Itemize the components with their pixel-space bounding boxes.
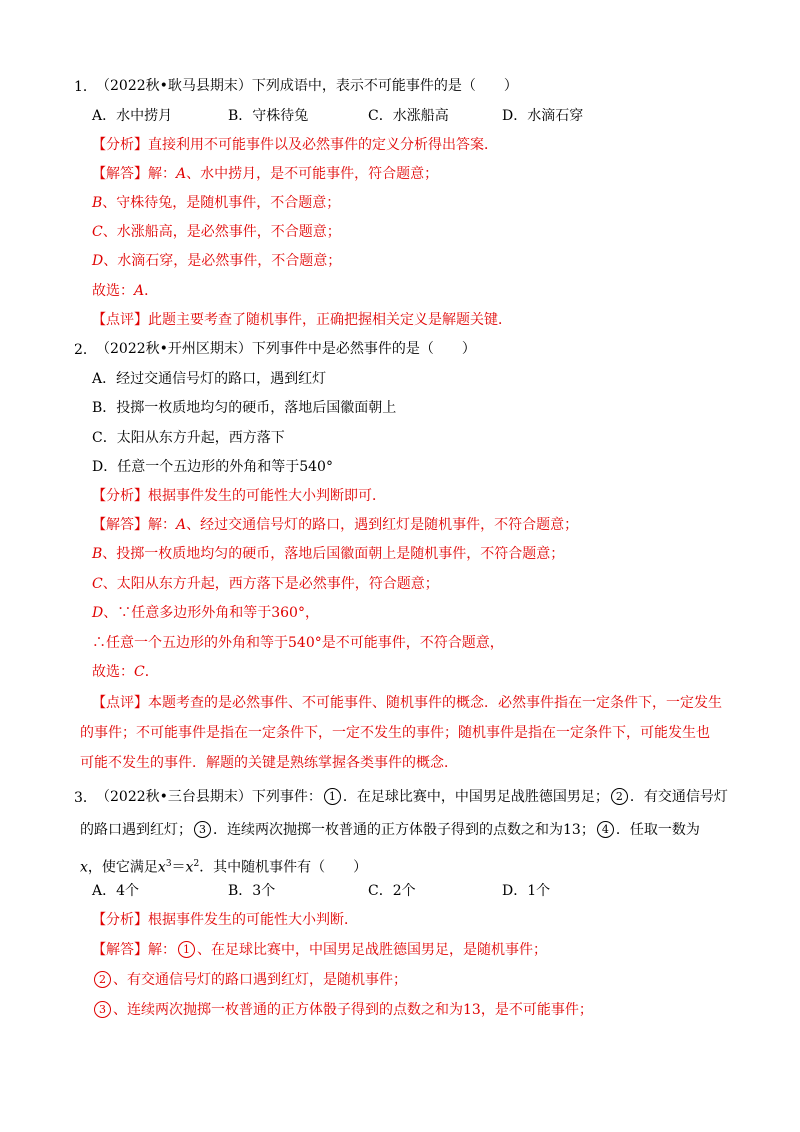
q2-stem: （2022秋•开州区期末）下列事件中是必然事件的是（ ） (96, 341, 476, 357)
q3-option-c: C．2个 (368, 883, 416, 899)
answer-text: 、水涨船高，是必然事件，不合题意； (102, 224, 341, 240)
answer-text: 、水中捞月，是不可能事件，符合题意； (186, 166, 439, 182)
q2-answer-line (92, 633, 504, 653)
q2-option-b: B．投掷一枚质地均匀的硬币，落地后国徽面朝上 (92, 400, 397, 416)
answer-text: 、∵任意多边形外角和等于360°， (103, 605, 319, 621)
variable-x: x (80, 859, 88, 876)
circled-number: 3 (94, 1001, 111, 1018)
q1-answer-line (92, 193, 340, 213)
answer-prefix: 【解答】解： (92, 942, 176, 958)
answer-text: 、守株待兔，是随机事件，不合题意； (102, 195, 341, 211)
q3-option-b: B．3个 (228, 883, 276, 899)
circled-number: 1 (178, 941, 195, 958)
q2-answer-line (92, 544, 564, 564)
q2-comment-line-2: 的事件；不可能事件是指在一定条件下，一定不发生的事件；随机事件是指在一定条件下，可能发生也 (80, 725, 710, 741)
answer-text: 、经过交通信号灯的路口，遇到红灯是随机事件，不符合题意； (186, 517, 579, 533)
q2-comment-line-3: 可能不发生的事件．解题的关键是熟练掌握各类事件的概念． (80, 755, 458, 771)
q1-number: 1． (74, 79, 97, 95)
q3-answer-line (92, 940, 547, 960)
q3-stem-line-1 (96, 787, 728, 807)
q3-option-a: A．4个 (92, 883, 140, 899)
q2-answer-line (92, 574, 439, 594)
option-letter: D (92, 605, 104, 621)
stem-text: （2022秋•三台县期末）下列事件： (96, 789, 322, 805)
q2-answer-line (92, 515, 578, 535)
q3-stem-line-2 (80, 820, 700, 840)
q1-option-c: C．水涨船高 (368, 108, 449, 124)
q2-analysis: 【分析】根据事件发生的可能性大小判断即可． (92, 488, 386, 504)
answer-text: ． (144, 283, 159, 299)
q1-option-d: D．水滴石穿 (502, 108, 584, 124)
answer-text: 、太阳从东方升起，西方落下是必然事件，符合题意； (102, 576, 439, 592)
answer-prefix: 【解答】解： (92, 166, 176, 182)
circled-number: 2 (94, 971, 111, 988)
q1-answer-line (92, 164, 438, 184)
option-letter: B (92, 195, 103, 211)
q1-option-a: A．水中捞月 (92, 108, 173, 124)
q3-analysis: 【分析】根据事件发生的可能性大小判断． (92, 912, 358, 928)
q3-answer-line (92, 970, 407, 990)
q3-answer-line (92, 1000, 593, 1020)
q2-comment-line-1: 【点评】本题考查的是必然事件、不可能事件、随机事件的概念．必然事件指在一定条件下，一定发生 (92, 695, 722, 711)
answer-text: 、在足球比赛中，中国男足战胜德国男足，是随机事件； (197, 942, 547, 958)
option-letter: C (134, 664, 145, 680)
stem-text: ．有交通信号灯 (629, 789, 728, 805)
option-letter: C (92, 576, 103, 592)
q1-comment: 【点评】此题主要考查了随机事件，正确把握相关定义是解题关键． (92, 312, 512, 328)
answer-text: ∴任意一个五边形的外角和等于540°是不可能事件，不符合题意， (92, 635, 504, 651)
circled-number: 3 (194, 821, 211, 838)
circled-number: 2 (611, 788, 628, 805)
q1-option-b: B．守株待兔 (228, 108, 309, 124)
q3-number: 3． (74, 790, 97, 806)
equals-sign: ＝ (171, 859, 186, 876)
exponent: 2 (193, 859, 200, 869)
q2-answer-line (92, 662, 159, 682)
q2-option-a: A．经过交通信号灯的路口，遇到红灯 (92, 371, 327, 387)
q2-number: 2． (74, 342, 97, 358)
answer-prefix: 【解答】解： (92, 517, 176, 533)
option-letter: B (92, 546, 103, 562)
circled-number: 4 (597, 821, 614, 838)
q3-stem-line-3 (80, 854, 367, 878)
q2-option-c: C．太阳从东方升起，西方落下 (92, 430, 285, 446)
answer-text: 、连续两次抛掷一枚普通的正方体骰子得到的点数之和为13，是不可能事件； (113, 1002, 593, 1018)
stem-text: ．在足球比赛中，中国男足战胜德国男足； (342, 789, 609, 805)
variable-x: x (185, 859, 194, 876)
option-letter: A (134, 283, 145, 299)
stem-text: ，使它满足 (87, 859, 158, 876)
stem-text: 的路口遇到红灯； (80, 822, 192, 838)
answer-prefix: 故选： (92, 283, 134, 299)
option-letter: D (92, 253, 104, 269)
answer-text: 、有交通信号灯的路口遇到红灯，是随机事件； (113, 972, 407, 988)
stem-text: ．连续两次抛掷一枚普通的正方体骰子得到的点数之和为13； (213, 822, 595, 838)
answer-text: 、水滴石穿，是必然事件，不合题意； (103, 253, 342, 269)
stem-text: ．任取一数为 (615, 822, 700, 838)
answer-text: ． (144, 664, 159, 680)
q2-answer-line (92, 603, 319, 623)
circled-number: 1 (324, 788, 341, 805)
q1-answer-line (92, 251, 341, 271)
exponent: 3 (165, 859, 172, 869)
stem-text: ．其中随机事件有（ ） (199, 859, 368, 876)
option-letter: C (92, 224, 103, 240)
q3-option-d: D．1个 (502, 883, 551, 899)
variable-x: x (157, 859, 166, 876)
answer-prefix: 故选： (92, 664, 134, 680)
q1-answer-line (92, 281, 158, 301)
option-letter: A (176, 166, 187, 182)
q1-analysis: 【分析】直接利用不可能事件以及必然事件的定义分析得出答案． (92, 137, 498, 153)
option-letter: A (176, 517, 187, 533)
answer-text: 、投掷一枚质地均匀的硬币，落地后国徽面朝上是随机事件，不符合题意； (102, 546, 565, 562)
q1-stem: （2022秋•耿马县期末）下列成语中，表示不可能事件的是（ ） (96, 78, 518, 94)
q1-answer-line (92, 222, 341, 242)
q2-option-d: D．任意一个五边形的外角和等于540° (92, 459, 333, 475)
